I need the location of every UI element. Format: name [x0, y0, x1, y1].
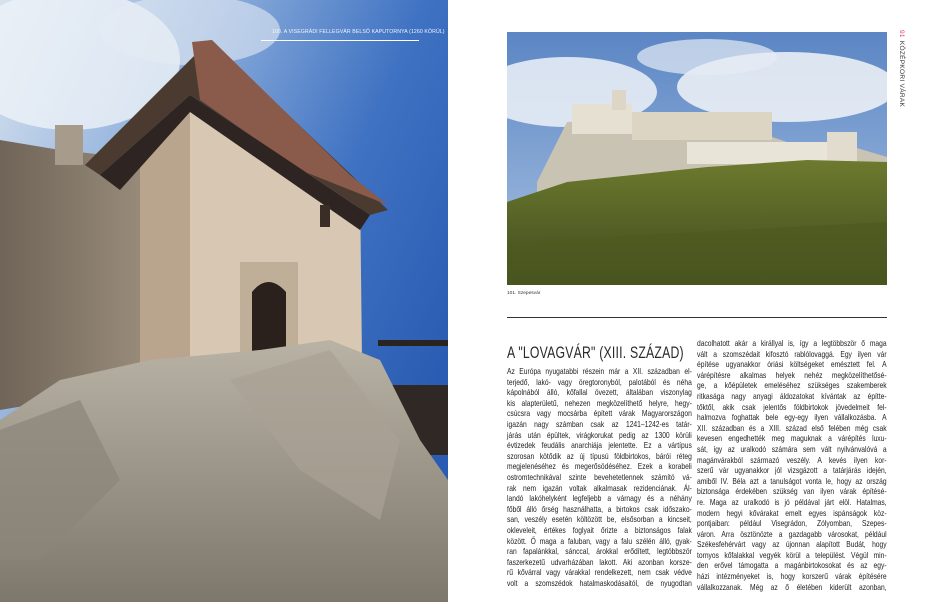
body-text-line: rak nem igazán voltak alkalmasak rezidenciának. Ál- [507, 482, 692, 493]
body-text-line: den erővel támogatta a magánbirtokosokat és az egy- [697, 560, 887, 571]
body-text-line: tőktől, akik csak jelentős földbirtokok jövedelmeit fel- [697, 401, 887, 412]
body-text-line: vált a szomszédait kifosztó rablólovaggá. Egy ilyen vár [697, 348, 887, 359]
body-text-line: tornyos kőfalakkal vegyék körül a települést. Végül min- [697, 549, 887, 560]
body-text-line: megjelenéséhez és megerősödéséhez. Ezek a korabeli [507, 461, 692, 472]
body-text-line: biztonsága érdekében szükség van ilyen várak építésé- [697, 486, 887, 497]
szepesvar-photo [507, 32, 887, 285]
body-text-line: kápolnából álló, kőfallal övezett, általában viszonylag [507, 387, 692, 398]
body-text-line: ran fapalánkkal, sánccal, árokkal erődített, legtöbbször [507, 546, 692, 557]
body-text-line: XII. században és a XIII. század első felében még csak [697, 422, 887, 433]
body-text-line: landó lakóhelyként legfeljebb a várnagy és a néhány [507, 493, 692, 504]
section-title: KÖZÉPKORI VÁRAK [898, 40, 905, 108]
body-column-1 [507, 366, 692, 588]
body-text-line: kevesen engedhették meg maguknak a várépítés luxu- [697, 433, 887, 444]
body-text-line: dacolhatott akár a királlyal is, így a legtöbbször ő maga [697, 338, 887, 348]
body-text-line: várépítésre alkalmas helyek nehéz megközelíthetősé- [697, 369, 887, 380]
body-text-line: sát, így az uralkodó számára sem vált nyilvánvalóvá a [697, 443, 887, 454]
body-text-line: Az Európa nyugatabbi részein már a XII. században el- [507, 366, 692, 376]
left-photo-caption: 100. A VISEGRÁDI FELLEGVÁR BELSŐ KAPUTORNYA (1260 KÖRÜL) [272, 29, 445, 35]
right-photo-caption: 101. Szepesvár [507, 291, 541, 296]
body-text-line: pontjaiban: például Visegrádon, Zólyomban, Szepes- [697, 518, 887, 529]
body-text-line: magánvárakból származó veszély. A kevés ilyen kor- [697, 454, 887, 465]
running-head [898, 30, 905, 107]
body-text-line: ostromtechnikával szinte bevehetetlennek számító vá- [507, 471, 692, 482]
visegrad-gate-tower-photo [0, 0, 448, 602]
body-text-line: halmozva foghattak bele egy-egy ilyen vállalkozásba. A [697, 412, 887, 423]
body-text-line: ge, a kőépületek emeléséhez szükséges szakemberek [697, 380, 887, 391]
body-text-line: re. Maga az uralkodó is jó példával járt elöl. Hatalmas, [697, 496, 887, 507]
body-text-line: szerű vár ugyanakkor jól vizsgázott a tatárjárás idején, [697, 465, 887, 476]
body-text-line: okleveleit, értékes foglyait őrizte a biztonságos falak [507, 524, 692, 535]
body-text-line: kis alapterületű, nehezen megközelíthető helyre, hegy- [507, 397, 692, 408]
body-text-line: vállalkozzanak. Még az ő életében kiderült azonban, [697, 581, 887, 592]
body-text-line: építése ugyanakkor óriási költségeket emésztett fel. A [697, 359, 887, 370]
body-text-line: volt a szomszédok hatalmaskodásaitól, de nyugodtan [507, 577, 692, 588]
body-text-line: igazán nagy számban csak az 1241–1242-es tatár- [507, 418, 692, 429]
body-text-line: rű kővárral vagy várakkal rendelkezett, nem csak védve [507, 567, 692, 578]
body-text-line: évtizedek feudális anarchiája jelentette. Ez a vártípus [507, 440, 692, 451]
body-text-line: szorosan kötődik az új típusú földbirtokos, bárói réteg [507, 450, 692, 461]
body-text-line: ritkasága nagy anyagi áldozatokat kívántak az építte- [697, 390, 887, 401]
body-text-line: amiből IV. Béla azt a tanulságot vonta le, hogy az ország [697, 475, 887, 486]
section-rule [507, 317, 887, 318]
page-number: 91 [898, 30, 905, 38]
body-column-2 [697, 338, 887, 592]
body-text-line: főből álló őrség használhatta, a birtokos csak időszako- [507, 503, 692, 514]
body-text-line: között. Ő maga a faluban, vagy a falu szélén álló, gyak- [507, 535, 692, 546]
body-text-line: modern hegyi kővárakat emelt egyes ispánságok köz- [697, 507, 887, 518]
body-text-line: váron. Arra ösztönözte a gazdagabb városokat, például [697, 528, 887, 539]
body-text-line: járás után épültek, virágkorukat pedig az 1300 körüli [507, 429, 692, 440]
body-text-line: san, veszély esetén költözött be, elsősorban a kincseit, [507, 514, 692, 525]
body-text-line: Székesfehérvárt vagy az újonnan alapított Budát, hogy [697, 539, 887, 550]
body-text-line: csúcsra vagy mocsárba épített várak Magyarországon [507, 408, 692, 419]
section-heading: A "LOVAGVÁR" (XIII. SZÁZAD) [507, 343, 684, 362]
body-text-line: terjedő, lakó- vagy öregtoronyból, palotából és néha [507, 376, 692, 387]
body-text-line: házi intézményeket is, hogy korszerű várak építésére [697, 571, 887, 582]
body-text-line: faszerkezetű udvarházában lakott. Aki azonban korsze- [507, 556, 692, 567]
caption-rule [261, 40, 419, 41]
